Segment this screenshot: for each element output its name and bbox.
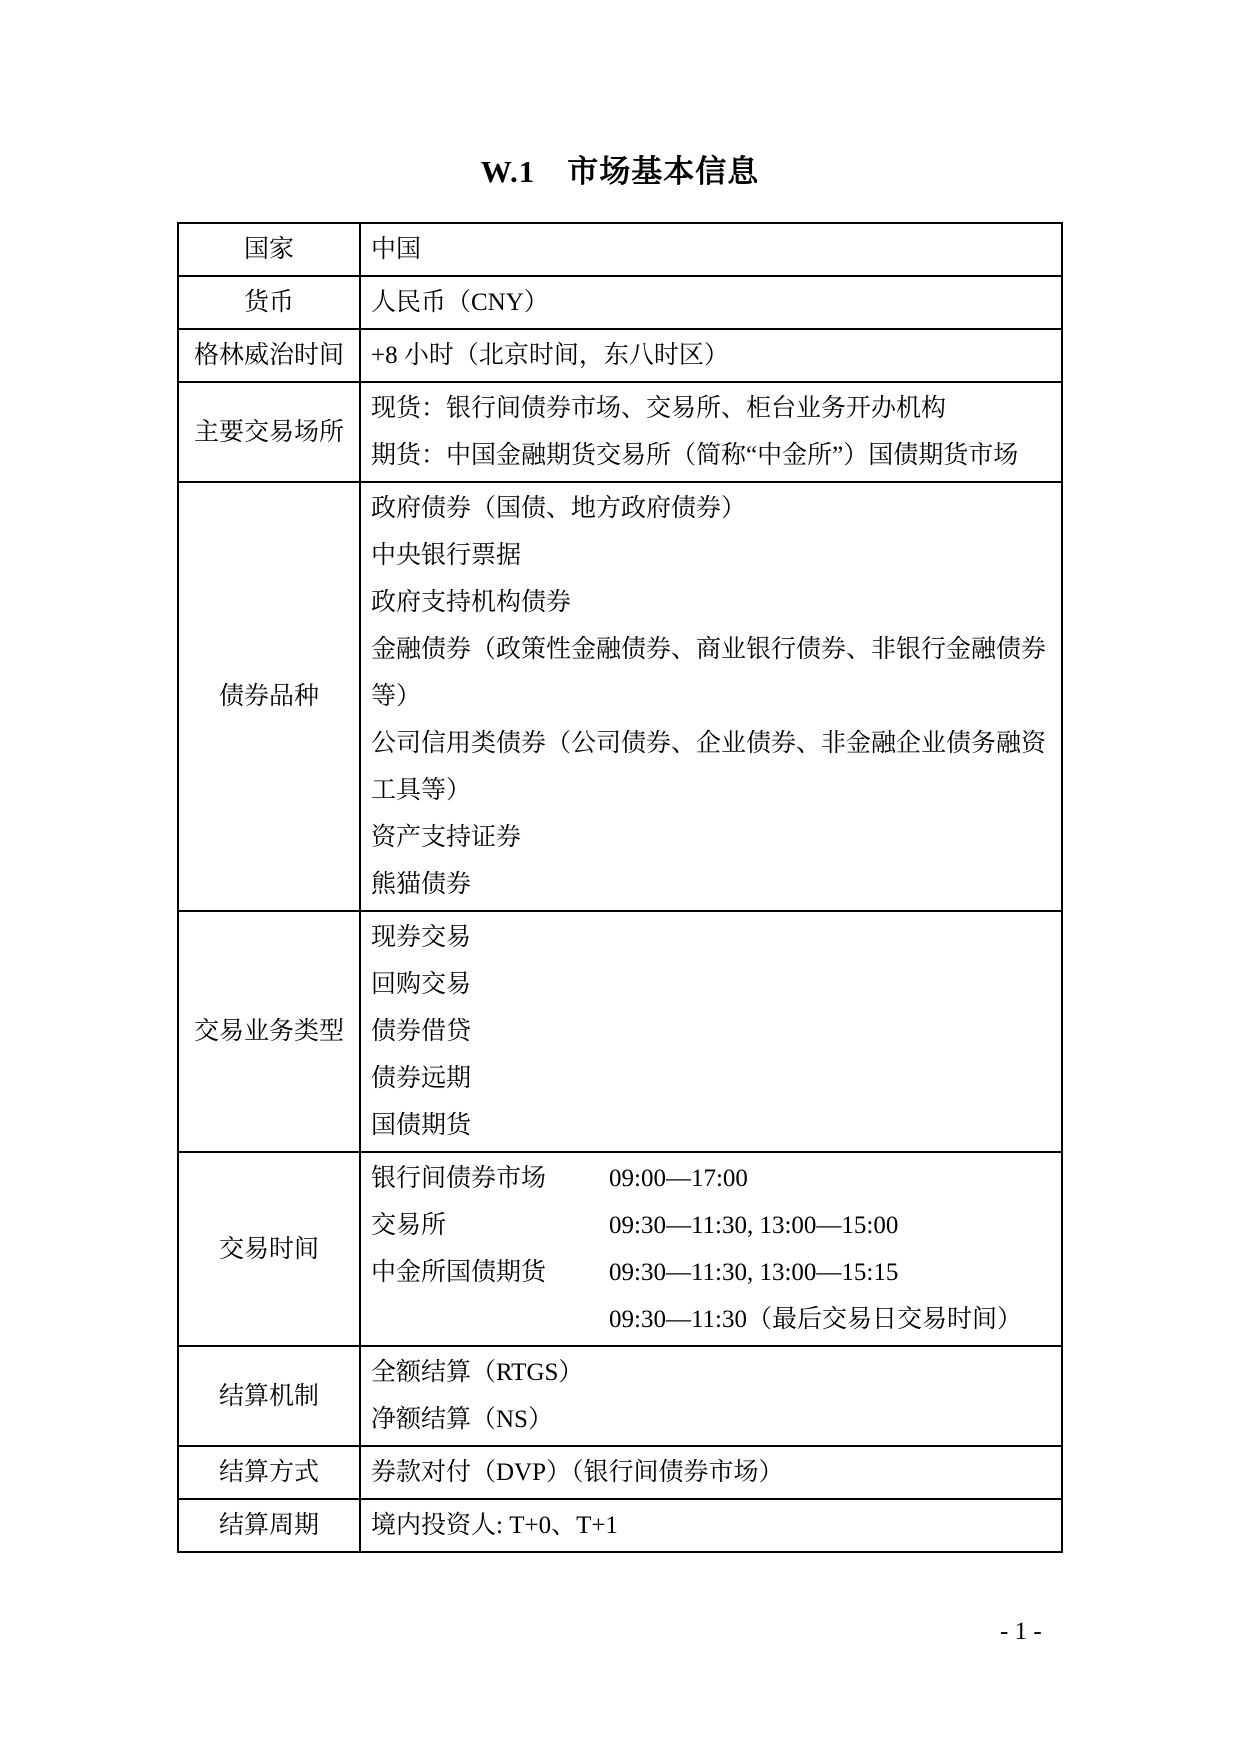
- schedule-line: [371, 1155, 1051, 1202]
- venue-label: 中金所国债期货: [371, 1259, 547, 1286]
- table-row: [178, 1499, 1062, 1552]
- schedule-line: [371, 1249, 1051, 1296]
- table-row: [178, 329, 1062, 382]
- content-line: 国债期货: [371, 1112, 472, 1139]
- content-line: 人民币（CNY）: [371, 289, 549, 316]
- content-line: 熊猫债券: [371, 871, 472, 898]
- row-label-cell: 交易业务类型: [178, 911, 360, 1152]
- table-row: [178, 223, 1062, 276]
- venue-label: 交易所: [371, 1212, 447, 1239]
- row-label-cell: 结算机制: [178, 1346, 360, 1446]
- row-content-cell: [360, 1499, 1062, 1552]
- content-line: 政府支持机构债券: [371, 589, 572, 616]
- row-content-cell: [360, 1152, 1062, 1346]
- content-line: 工具等）: [371, 777, 472, 804]
- content-line: 金融债券（政策性金融债券、商业银行债券、非银行金融债券: [371, 636, 1047, 663]
- row-content-cell: [360, 911, 1062, 1152]
- row-label-cell: 结算方式: [178, 1446, 360, 1499]
- content-line: 回购交易: [371, 971, 472, 998]
- table-row: [178, 482, 1062, 911]
- content-line: 期货：中国金融期货交易所（简称“中金所”）国债期货市场: [371, 442, 1019, 469]
- row-label-cell: 债券品种: [178, 482, 360, 911]
- content-line: 政府债券（国债、地方政府债券）: [371, 495, 747, 522]
- table-row: [178, 1152, 1062, 1346]
- content-line: +8 小时（北京时间，东八时区）: [371, 342, 729, 369]
- page-number: - 1 -: [1000, 1618, 1042, 1645]
- content-line: 债券远期: [371, 1065, 472, 1092]
- row-label-cell: 主要交易场所: [178, 382, 360, 482]
- row-content-cell: [360, 329, 1062, 382]
- table-row: [178, 382, 1062, 482]
- time-value: 09:30—11:30, 13:00—15:00: [609, 1212, 899, 1239]
- row-content-cell: [360, 382, 1062, 482]
- row-label-cell: 结算周期: [178, 1499, 360, 1552]
- content-line: 券款对付（DVP）（银行间债券市场）: [371, 1459, 784, 1486]
- content-line: 现券交易: [371, 924, 472, 951]
- market-info-table: [177, 222, 1063, 1553]
- row-label-cell: 国家: [178, 223, 360, 276]
- venue-label: 银行间债券市场: [371, 1165, 547, 1192]
- row-label-cell: 货币: [178, 276, 360, 329]
- content-line: 境内投资人: T+0、T+1: [371, 1512, 618, 1539]
- table-row: [178, 911, 1062, 1152]
- content-line: 中央银行票据: [371, 542, 522, 569]
- table-row: [178, 1346, 1062, 1446]
- content-line: 资产支持证券: [371, 824, 522, 851]
- table-row: [178, 276, 1062, 329]
- time-value: 09:30—11:30, 13:00—15:15: [609, 1259, 899, 1286]
- table-row: [178, 1446, 1062, 1499]
- row-content-cell: [360, 1446, 1062, 1499]
- schedule-line: [371, 1202, 1051, 1249]
- content-line: 净额结算（NS）: [371, 1406, 553, 1433]
- content-line: 债券借贷: [371, 1018, 472, 1045]
- row-content-cell: [360, 1346, 1062, 1446]
- time-value: 09:00—17:00: [609, 1165, 748, 1192]
- row-label-cell: 交易时间: [178, 1152, 360, 1346]
- time-value: 09:30—11:30（最后交易日交易时间）: [609, 1306, 1022, 1333]
- content-line: 全额结算（RTGS）: [371, 1359, 584, 1386]
- content-line: 现货：银行间债券市场、交易所、柜台业务开办机构: [371, 395, 947, 422]
- schedule-line: [371, 1296, 1051, 1343]
- content-line: 等）: [371, 683, 422, 710]
- content-line: 公司信用类债券（公司债券、企业债券、非金融企业债务融资: [371, 730, 1047, 757]
- content-line: 中国: [371, 236, 422, 263]
- row-content-cell: [360, 482, 1062, 911]
- row-label-cell: 格林威治时间: [178, 329, 360, 382]
- row-content-cell: [360, 223, 1062, 276]
- row-content-cell: [360, 276, 1062, 329]
- market-info-table-body: [178, 223, 1062, 1552]
- page-title: W.1 市场基本信息: [480, 154, 760, 189]
